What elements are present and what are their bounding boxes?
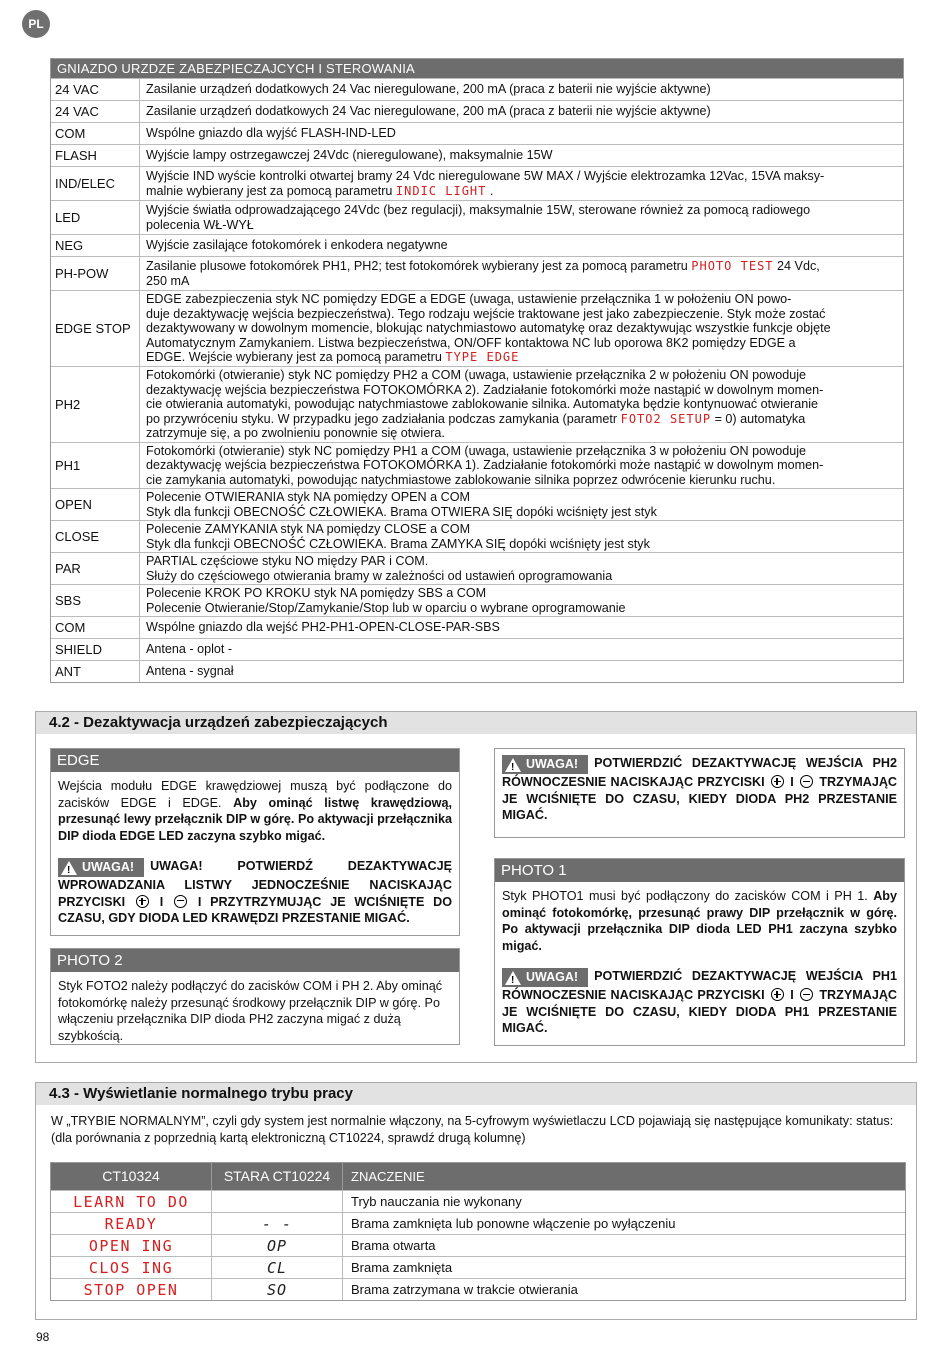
terminal-name: PH-POW [51,257,140,290]
lcd-message: STOP OPEN [83,1281,179,1299]
terminal-row [51,78,903,100]
edge-panel-title: EDGE [51,749,459,772]
display-meaning: Brama otwarta [351,1238,436,1253]
terminal-row [51,488,903,520]
terminal-description: Zasilanie urządzeń dodatkowych 24 Vac nieregulowane, 200 mA (praca z baterii nie wyjście aktywne) [146,82,711,97]
warning-tag: ! UWAGA! [502,968,588,987]
terminal-table [50,58,904,683]
section-4-3-title: 4.3 - Wyświetlanie normalnego trybu pracy [36,1083,916,1105]
terminal-row [51,122,903,144]
lcd-parameter: FOTO2 SETUP [620,411,712,426]
edge-warning: ! UWAGA! UWAGA! POTWIERDŹ DEZAKTYWACJĘ WPROWADZANIA LISTWY JEDNOCZEŚNIE NACISKAJĄC PRZYCISKI I I PRZYTRZYMUJĄC JE WCIŚNIĘTE DO CZASU, GDY DIODA LED KRAWĘDZI PRZESTANIE MIGAĆ. [51,850,459,933]
terminal-description: EDGE zabezpieczenia styk NC pomiędzy EDGE a EDGE (uwaga, ustawienie przełącznika 1 w położeniu ON powo- duje dezaktywację wejścia bezpieczeństwa). Tego rodzaju wejście traktowane jest jako zabezpieczenie. Styk może zostać dezaktywowany w dowolnym momencie, blokując natychmiastowo automatykę oraz dezaktywując wszystkie funkcje objęte Automatycznym Zamykaniem. Listwa bezpieczeństwa, ON/OFF kontaktowa NC lub oporowa 8K2 pomiędzy EDGE a EDGE. Wejście wybierany jest za pomocą parametru TYPE EDGE [146,292,831,365]
terminal-row [51,552,903,584]
terminal-row [51,638,903,660]
terminal-row [51,166,903,200]
terminal-description: Polecenie OTWIERANIA styk NA pomiędzy OPEN a COM Styk dla funkcji OBECNOŚĆ CZŁOWIEKA. Brama OTWIERA SIĘ dopóki wciśnięty jest styk [146,489,657,519]
warning-tag: ! UWAGA! [502,755,588,774]
terminal-description: Fotokomórki (otwieranie) styk NC pomiędzy PH1 a COM (uwaga, ustawienie przełącznika 3 w położeniu ON powoduje dezaktywację wejścia bezpieczeństwa FOTOKOMÓRKA 1). Zadziałanie fotokomórki może nastąpić w dowolnym momen- cie zamykania automatyki, powodując natychmiastowe zablokowanie silnika poprzez odwrócenie kierunku ruchu. [146,443,824,487]
terminal-row [51,442,903,488]
plus-button-icon [771,988,784,1001]
terminal-table-title: GNIAZDO URZDZE ZABEZPIECZAJCYCH I STEROWANIA [51,59,903,78]
lcd-message: READY [104,1215,158,1233]
terminal-name: EDGE STOP [51,291,140,366]
minus-button-icon [800,775,813,788]
photo1-text-normal: Styk PHOTO1 musi być podłączony do zacisków COM i PH 1. [502,889,868,903]
terminal-name: COM [51,617,140,638]
terminal-description: Wspólne gniazdo dla wyjść FLASH-IND-LED [146,126,396,141]
edge-text-bold: Aby ominąć listwę krawędziową, przesunąć lewy przełącznik DIP w górę. Po aktywacji przełącznika DIP dioda EDGE LED zaczyna szybko migać. [58,795,452,843]
terminal-description: PARTIAL częściowe styku NO między PAR i COM. Służy do częściowego otwierania bramy w zależności od ustawień oprogramowania [146,553,613,583]
terminal-row [51,616,903,638]
header-ct10224: STARA CT10224 [212,1163,343,1190]
terminal-row [51,366,903,442]
display-meaning: Brama zamknięta lub ponowne włączenie po wyłączeniu [351,1216,676,1231]
terminal-description: Wyjście światła odprowadzającego 24Vdc (bez regulacji), maksymalnie 15W, sterowane również za pomocą radiowego polecenia WŁ-WYŁ [146,202,811,232]
terminal-name: ANT [51,661,140,682]
lcd-message: CLOS ING [88,1259,174,1277]
terminal-row [51,200,903,234]
terminal-description: Wyjście lampy ostrzegawczej 24Vdc (nieregulowane), maksymalnie 15W [146,148,553,163]
terminal-name: PAR [51,553,140,584]
terminal-row [51,256,903,290]
terminal-name: SBS [51,585,140,616]
old-display-code: SO [266,1281,288,1299]
terminal-row [51,290,903,366]
display-row [51,1212,905,1234]
minus-button-icon [800,988,813,1001]
plus-button-icon [136,895,149,908]
page-number: 98 [36,1330,50,1344]
photo2-panel [50,948,460,1045]
old-display-code: OP [266,1237,288,1255]
terminal-name: OPEN [51,489,140,520]
terminal-row [51,100,903,122]
terminal-name: NEG [51,235,140,256]
lcd-parameter: PHOTO TEST [691,258,774,273]
terminal-row [51,144,903,166]
warning-tag: ! UWAGA! [58,858,144,877]
language-badge: PL [22,10,50,38]
display-row [51,1234,905,1256]
terminal-description: Antena - oplot - [146,642,233,657]
terminal-description: Wspólne gniazdo dla wejść PH2-PH1-OPEN-CLOSE-PAR-SBS [146,620,500,635]
section-4-3-intro: W „TRYBIE NORMALNYM”, czyli gdy system jest normalnie włączony, na 5-cyfrowym wyświetlaczu LCD pojawiają się następujące komunikaty: status: (dla porównania z poprzednią kartą elektroniczną CT10224, sprawdź drugą kolumnę) [51,1114,894,1145]
photo2-panel-text: Styk FOTO2 należy podłączyć do zacisków COM i PH 2. Aby ominąć fotokomórkę należy przesunąć środkowy przełącznik DIP w górę. Po włączeniu przełącznika DIP dioda PH2 zaczyna migać z dużą szybkością. [58,979,443,1043]
terminal-name: CLOSE [51,521,140,552]
display-meaning: Brama zatrzymana w trakcie otwierania [351,1282,578,1297]
terminal-description: Zasilanie plusowe fotokomórek PH1, PH2; test fotokomórek wybierany jest za pomocą parametru PHOTO TEST 24 Vdc, 250 mA [146,258,820,288]
photo2-panel-title: PHOTO 2 [51,949,459,972]
edge-text-normal: Wejścia modułu EDGE krawędziowej muszą być podłączone do zacisków EDGE i EDGE. [58,779,452,810]
old-display-code: CL [266,1259,288,1277]
terminal-description: Zasilanie urządzeń dodatkowych 24 Vac nieregulowane, 200 mA (praca z baterii nie wyjście aktywne) [146,104,711,119]
terminal-row [51,584,903,616]
terminal-name: SHIELD [51,639,140,660]
minus-button-icon [174,895,187,908]
photo1-panel-title: PHOTO 1 [495,859,904,882]
edge-panel [50,748,460,936]
plus-button-icon [771,775,784,788]
lcd-message: LEARN TO DO [73,1193,189,1211]
photo1-warning: ! UWAGA! POTWIERDZIĆ DEZAKTYWACJĘ WEJŚCIA PH1 RÓWNOCZESNIE NACISKAJĄC PRZYCISKI I TRZYMAJĄC JE WCIŚNIĘTE DO CZASU, KIEDY DIODA PH1 PRZESTANIE MIGAĆ. [495,960,904,1043]
ph2-warning-panel: ! UWAGA! POTWIERDZIĆ DEZAKTYWACJĘ WEJŚCIA PH2 RÓWNOCZESNIE NACISKAJĄC PRZYCISKI I TRZYMAJĄC JE WCIŚNIĘTE DO CZASU, KIEDY DIODA PH2 PRZESTANIE MIGAĆ. [494,748,905,838]
lcd-message: OPEN ING [88,1237,174,1255]
terminal-description: Wyjście IND wyście kontrolki otwartej bramy 24 Vdc nieregulowane 5W MAX / Wyjście elektrozamka 12Vac, 15VA maksy- malnie wybierany jest za pomocą parametru INDIC LIGHT . [146,168,825,198]
warning-icon [505,971,521,985]
terminal-row [51,520,903,552]
edge-panel-text [51,772,459,850]
terminal-description: Fotokomórki (otwieranie) styk NC pomiędzy PH2 a COM (uwaga, ustawienie przełącznika 2 w położeniu ON powoduje dezaktywację wejścia bezpieczeństwa FOTOKOMÓRKA 2). Zadziałanie fotokomórki może nastąpić w dowolnym momen- cie otwierania automatyki, powodując natychmiastowe zablokowanie silnika. Automatyka będzie kontynuować otwieranie po przywróceniu styku. W przypadku jego zadziałania podczas zamykania (parametr FOTO2 SETUP = 0) automatyka zatrzymuje się, a po zwolnieniu ponownie się otwiera. [146,368,824,441]
display-meaning: Tryb nauczania nie wykonany [351,1194,522,1209]
display-meaning: Brama zamknięta [351,1260,453,1275]
lcd-parameter: TYPE EDGE [445,350,520,365]
old-display-code: - - [261,1215,293,1233]
photo1-panel-text [495,882,904,960]
terminal-description: Antena - sygnał [146,664,234,679]
terminal-description: Polecenie ZAMYKANIA styk NA pomiędzy CLOSE a COM Styk dla funkcji OBECNOŚĆ CZŁOWIEKA. Brama ZAMYKA SIĘ dopóki wciśnięty jest styk [146,521,650,551]
warning-icon [505,758,521,772]
section-4-2-title: 4.2 - Dezaktywacja urządzeń zabezpieczających [36,712,916,734]
display-table-header [51,1163,905,1190]
photo1-text-bold: Aby ominąć fotokomórkę, przesunąć prawy DIP przełącznik w górę. Po aktywacji przełącznika DIP dioda LED PH1 zaczyna szybko migać. [502,889,897,953]
terminal-name: PH2 [51,367,140,442]
display-messages-table [50,1162,906,1301]
terminal-name: FLASH [51,145,140,166]
photo1-panel [494,858,905,1046]
terminal-name: IND/ELEC [51,167,140,200]
terminal-name: 24 VAC [51,79,140,100]
terminal-description: Wyjście zasilające fotokomórek i enkodera negatywne [146,238,448,253]
terminal-name: PH1 [51,443,140,488]
terminal-row [51,660,903,682]
terminal-description: Polecenie KROK PO KROKU styk NA pomiędzy SBS a COM Polecenie Otwieranie/Stop/Zamykanie/Stop lub w oparciu o wybrane oprogramowanie [146,585,626,615]
display-row [51,1190,905,1212]
display-row [51,1278,905,1300]
terminal-name: 24 VAC [51,101,140,122]
display-row [51,1256,905,1278]
header-meaning: ZNACZENIE [351,1169,425,1184]
terminal-name: LED [51,201,140,234]
terminal-row [51,234,903,256]
lcd-parameter: INDIC LIGHT [395,183,487,198]
terminal-name: COM [51,123,140,144]
warning-icon [61,861,77,875]
header-ct10324: CT10324 [51,1163,212,1190]
